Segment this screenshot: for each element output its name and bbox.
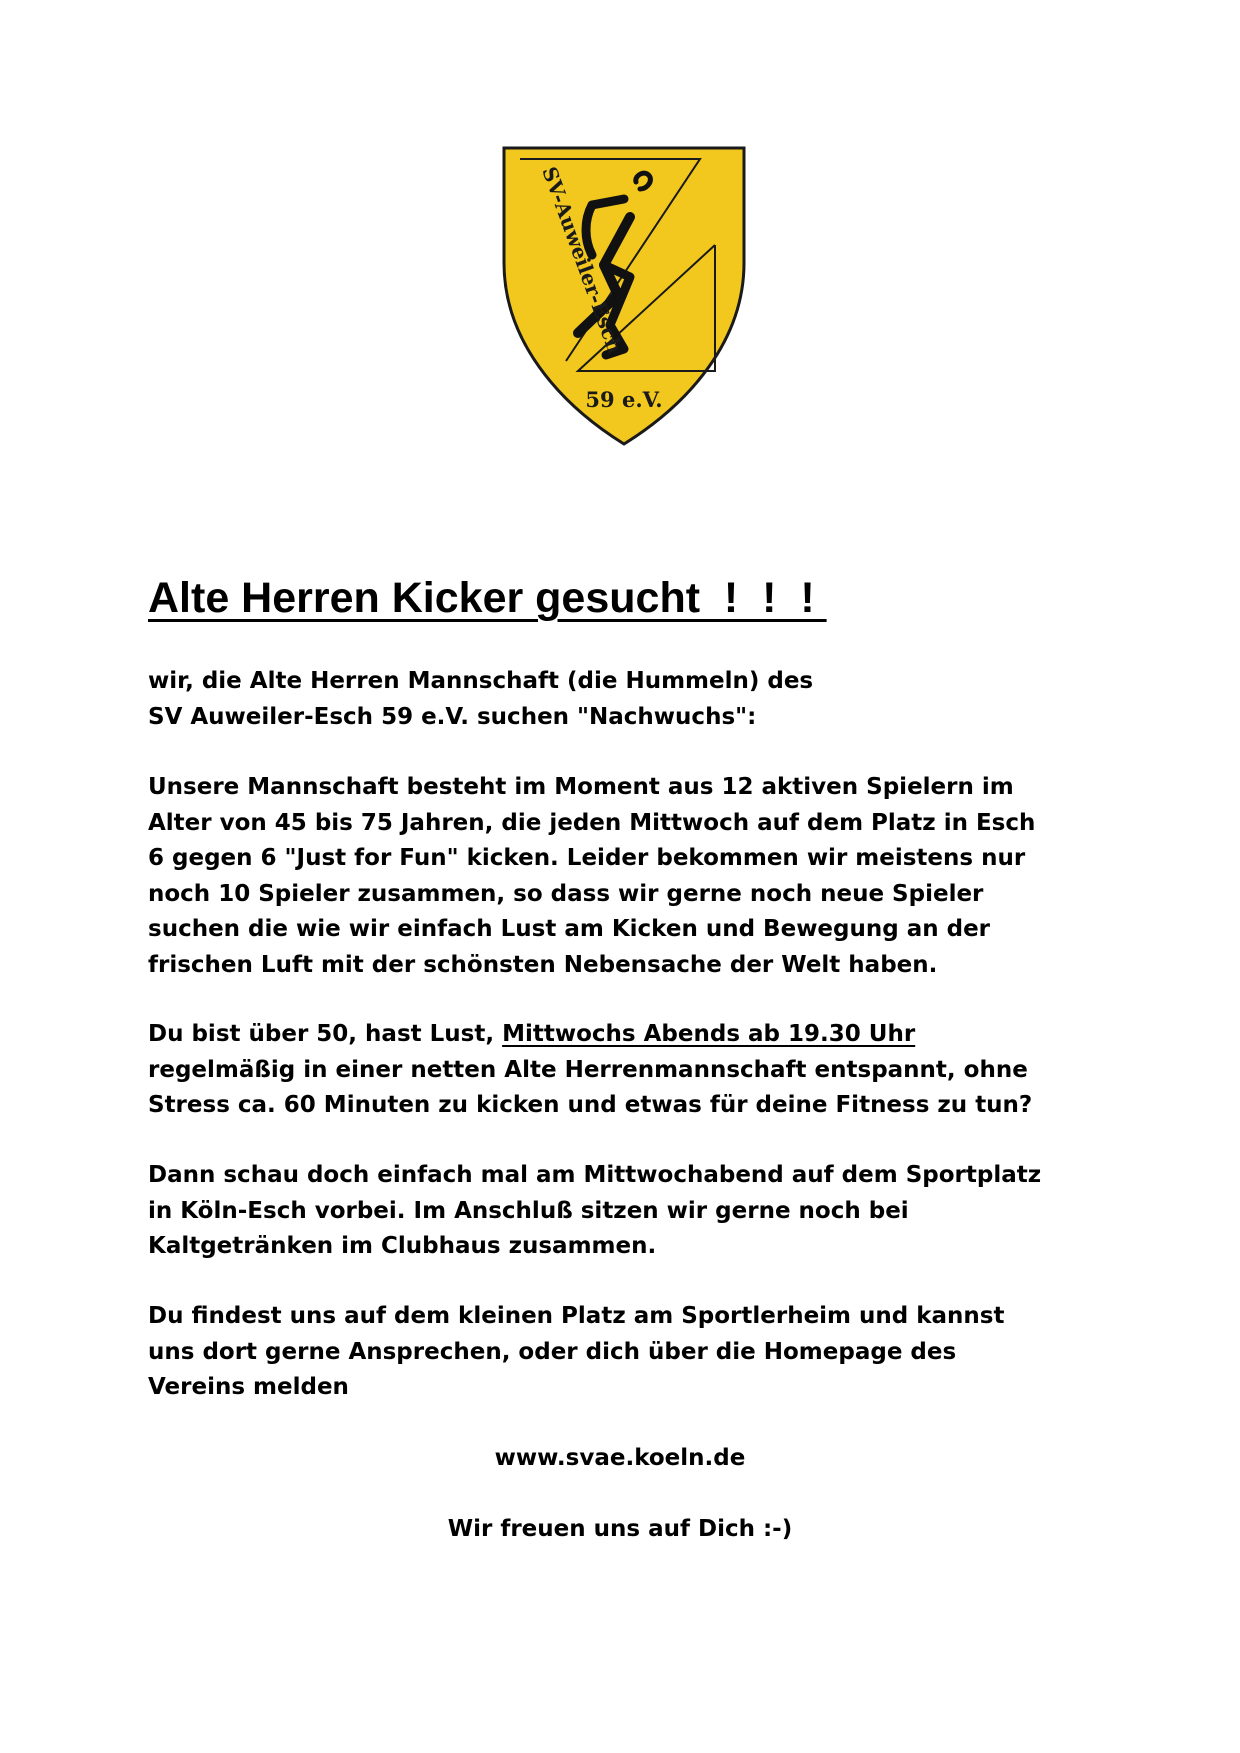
text-line: Kaltgetränken im Clubhaus zusammen. [148, 1233, 657, 1259]
text-line: regelmäßig in einer netten Alte Herrenmannschaft entspannt, ohne [148, 1056, 1028, 1083]
club-crest-icon [500, 145, 748, 447]
training-time: Mittwochs Abends ab 19.30 Uhr [502, 1021, 916, 1047]
closing-line: Wir freuen uns auf Dich :-) [447, 1516, 793, 1542]
intro-line: SV Auweiler-Esch 59 e.V. suchen "Nachwuchs": [148, 703, 757, 730]
intro-paragraph [148, 664, 1108, 735]
invitation-paragraph [148, 1017, 1108, 1124]
website-link[interactable]: www.svae.koeln.de [494, 1445, 746, 1471]
text-line: Vereins melden [148, 1374, 349, 1400]
text-line: in Köln-Esch vorbei. Im Anschluß sitzen wir gerne noch bei [148, 1197, 909, 1224]
text-line: uns dort gerne Ansprechen, oder dich über die Homepage des [148, 1338, 957, 1365]
crest-club-name: SV-Auweiler-Esch [537, 163, 628, 357]
intro-line: wir, die Alte Herren Mannschaft (die Hummeln) des [148, 668, 814, 694]
text-line: Du bist über 50, hast Lust, [148, 1021, 503, 1047]
visit-paragraph [148, 1158, 1108, 1265]
text-line: frischen Luft mit der schönsten Nebensache der Welt haben. [148, 951, 938, 978]
page-title: Alte Herren Kicker gesucht ! ! ! [148, 574, 827, 622]
text-line: Alter von 45 bis 75 Jahren, die jeden Mittwoch auf dem Platz in Esch [148, 809, 1036, 836]
text-line: suchen die wie wir einfach Lust am Kicken und Bewegung an der [148, 916, 991, 942]
text-line: Stress ca. 60 Minuten zu kicken und etwas für deine Fitness zu tun? [148, 1092, 1033, 1118]
team-description-paragraph [148, 770, 1108, 983]
text-line: noch 10 Spieler zusammen, so dass wir gerne noch neue Spieler [148, 880, 984, 907]
contact-paragraph [148, 1299, 1108, 1406]
text-line: Dann schau doch einfach mal am Mittwochabend auf dem Sportplatz [148, 1162, 1042, 1188]
crest-year: 59 e.V. [585, 387, 663, 412]
text-line: Unsere Mannschaft besteht im Moment aus 12 aktiven Spielern im [148, 774, 1014, 800]
text-line: 6 gegen 6 "Just for Fun" kicken. Leider bekommen wir meistens nur [148, 845, 1026, 871]
text-line: Du findest uns auf dem kleinen Platz am Sportlerheim und kannst [148, 1303, 1005, 1329]
